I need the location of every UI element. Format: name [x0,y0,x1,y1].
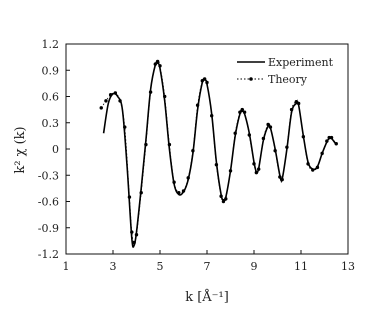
series-theory-point [158,64,161,67]
series-theory-point [266,123,269,126]
y-tick-label: -0.3 [37,169,59,183]
series-theory-point [132,241,135,244]
series-theory-point [229,169,232,172]
series-layer [100,60,338,247]
series-theory-point [182,189,185,192]
series-theory-point [187,176,190,179]
series-theory-point [135,233,138,236]
series-theory-point [241,108,244,111]
series-theory [100,60,338,245]
series-theory-point [168,143,171,146]
x-tick-label: 5 [156,260,164,273]
series-theory-point [302,135,305,138]
series-theory-point [311,168,314,171]
series-theory-point [335,142,338,145]
x-tick-label: 13 [341,260,355,273]
series-theory-point [219,195,222,198]
series-experiment [104,62,337,247]
legend [237,56,334,86]
series-theory-point [123,125,126,128]
series-theory-point [224,197,227,200]
series-theory-point [130,230,133,233]
y-tick-label: 0.9 [41,64,59,78]
series-theory-point [109,93,112,96]
series-theory-point [306,162,309,165]
series-theory-point [128,195,131,198]
series-theory-point [273,149,276,152]
series-theory-point [177,191,180,194]
series-theory-point [290,108,293,111]
legend-theory-label: Theory [268,73,308,86]
series-theory-point [297,102,300,105]
x-tick-label: 3 [109,260,117,273]
series-theory-point [238,111,241,114]
x-tick-label: 7 [203,260,211,273]
series-theory-point [285,146,288,149]
series-theory-point [222,200,225,203]
series-theory-point [325,139,328,142]
x-axis-title: k [Å⁻¹] [185,290,229,305]
series-theory-point [252,162,255,165]
series-theory-point [255,171,258,174]
series-theory-point [205,81,208,84]
series-theory-point [114,91,117,94]
series-theory-point [149,90,152,93]
series-theory-point [281,178,284,181]
series-theory-point [316,166,319,169]
series-theory-point [257,167,260,170]
series-theory-point [172,181,175,184]
series-theory-point [104,99,107,102]
series-theory-point [330,136,333,139]
series-theory-point [278,175,281,178]
series-theory-point [196,104,199,107]
series-theory-point [191,149,194,152]
y-tick-label: -0.9 [37,221,59,235]
series-theory-point [118,99,121,102]
y-axis-title: k² χ (k) [13,126,28,174]
series-theory-point [144,143,147,146]
series-theory-point [154,62,157,65]
series-theory-point [248,133,251,136]
x-tick-label: 11 [294,260,308,273]
series-theory-point [269,125,272,128]
legend-theory-marker [249,77,253,81]
series-theory-point [234,132,237,135]
series-theory-point [203,77,206,80]
series-theory-point [163,95,166,98]
series-theory-point [140,191,143,194]
series-theory-point [215,163,218,166]
legend-experiment-label: Experiment [268,56,334,69]
y-tick-label: 1.2 [41,38,59,51]
y-tick-label: 0 [52,143,59,156]
y-tick-label: 0.3 [41,116,59,130]
series-theory-point [262,137,265,140]
x-axis-ticks [63,250,356,273]
y-tick-label: -1.2 [37,248,59,261]
x-tick-label: 1 [62,260,70,273]
series-experiment-line [104,62,337,247]
x-tick-label: 9 [250,260,258,273]
y-axis-ticks [38,38,70,261]
series-theory-line [101,61,336,243]
series-theory-point [210,114,213,117]
series-theory-point [156,60,159,63]
series-theory-point [100,106,103,109]
y-tick-label: -0.6 [37,195,59,209]
y-tick-label: 0.6 [41,90,59,104]
series-theory-point [320,152,323,155]
series-theory-point [243,111,246,114]
